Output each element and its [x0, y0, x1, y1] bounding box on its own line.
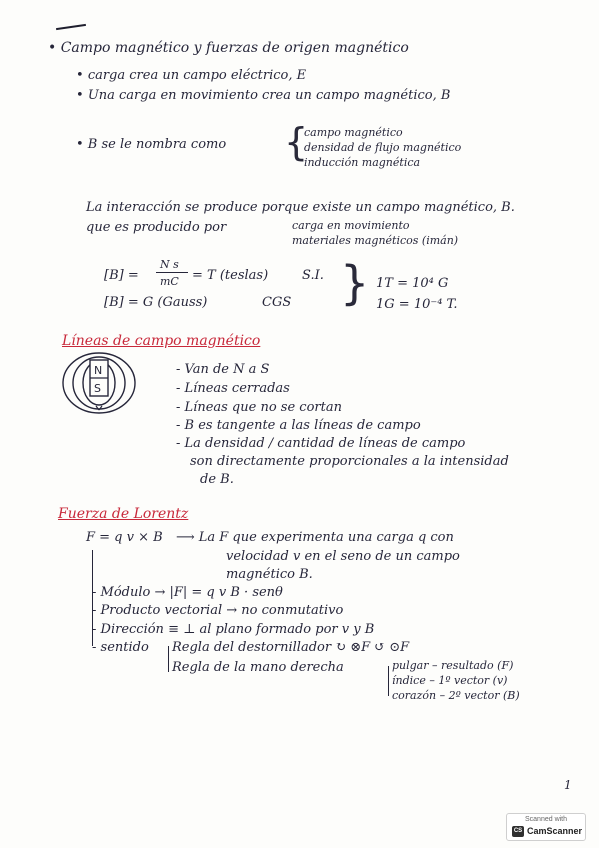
magnet-s-label: S [94, 382, 101, 395]
lorentz-producto: - Producto vectorial → no conmutativo [92, 603, 344, 618]
hand-index: índice – 1º vector (v) [392, 674, 508, 687]
field-item-4: - B es tangente a las líneas de campo [176, 418, 421, 433]
si-rhs: = T (teslas) [192, 268, 269, 283]
lorentz-sentido: - sentido [92, 640, 149, 655]
si-denominator: mC [160, 275, 179, 288]
camscanner-badge [506, 813, 586, 841]
rule-right-hand: Regla de la mano derecha [172, 660, 344, 675]
b-name-2: densidad de flujo magnético [304, 141, 462, 154]
b-name-3: inducción magnética [304, 156, 421, 169]
field-item-5: - La densidad / cantidad de líneas de campo [176, 436, 466, 451]
magnet-n-label: N [94, 364, 103, 377]
si-lhs: [B] = [104, 268, 139, 283]
hand-middle: corazón – 2º vector (B) [392, 689, 520, 702]
equiv-1: 1T = 10⁴ G [376, 276, 449, 291]
field-item-3: - Líneas que no se cortan [176, 400, 342, 415]
bullet-moving-charge: • Una carga en movimiento crea un campo magnético, B [76, 88, 451, 103]
lorentz-title: Fuerza de Lorentz [58, 506, 189, 522]
lorentz-desc-1: ⟶ La F que experimenta una carga q con [176, 530, 454, 545]
b-prefix: • B se le nombra como [76, 137, 227, 152]
magnet-field-diagram [60, 350, 138, 416]
right-brace-units: } [340, 256, 370, 310]
interaction-left: que es producido por [86, 220, 227, 235]
camscanner-name: CamScanner [527, 826, 583, 836]
field-item-6: son directamente proporcionales a la intensidad [190, 454, 509, 469]
cause-2: materiales magnéticos (imán) [292, 234, 459, 247]
left-brace-names: { [284, 120, 309, 164]
lorentz-modulo: - Módulo → |F| = q v B · senθ [92, 585, 283, 600]
scanned-with-text: Scanned with [524, 816, 568, 823]
equiv-2: 1G = 10⁻⁴ T. [376, 297, 458, 312]
page-heading: • Campo magnético y fuerzas de origen magnético [48, 40, 409, 56]
top-pen-stroke [56, 24, 86, 30]
bullet-charge: • carga crea un campo eléctrico, E [76, 68, 307, 83]
si-numerator: N s [160, 258, 179, 271]
lorentz-formula: F = q v × B [86, 530, 163, 545]
hand-branch [388, 666, 389, 696]
sentido-branch [168, 646, 169, 672]
si-tag: S.I. [302, 268, 324, 283]
lorentz-direccion: - Dirección ≡ ⊥ al plano formado por v y B [92, 622, 375, 637]
hand-thumb: pulgar – resultado (F) [392, 659, 514, 672]
cgs-tag: CGS [262, 295, 292, 310]
field-item-7: de B. [200, 472, 234, 487]
cause-1: carga en movimiento [292, 219, 410, 232]
field-item-1: - Van de N a S [176, 362, 270, 377]
rule-screwdriver: Regla del destornillador ↻ ⊗F ↺ ⊙F [172, 640, 410, 655]
lorentz-desc-3: magnético B. [226, 567, 313, 582]
lorentz-desc-2: velocidad v en el seno de un campo [226, 549, 460, 564]
interaction-line: La interacción se produce porque existe un campo magnético, B. [86, 200, 515, 215]
field-lines-title: Líneas de campo magnético [62, 333, 261, 349]
b-name-1: campo magnético [304, 126, 403, 139]
cgs-lhs: [B] = G (Gauss) [104, 295, 208, 310]
page-number: 1 [564, 778, 572, 792]
si-fraction-bar [156, 272, 188, 273]
field-item-2: - Líneas cerradas [176, 381, 290, 396]
camscanner-logo-icon: CS [512, 826, 524, 837]
